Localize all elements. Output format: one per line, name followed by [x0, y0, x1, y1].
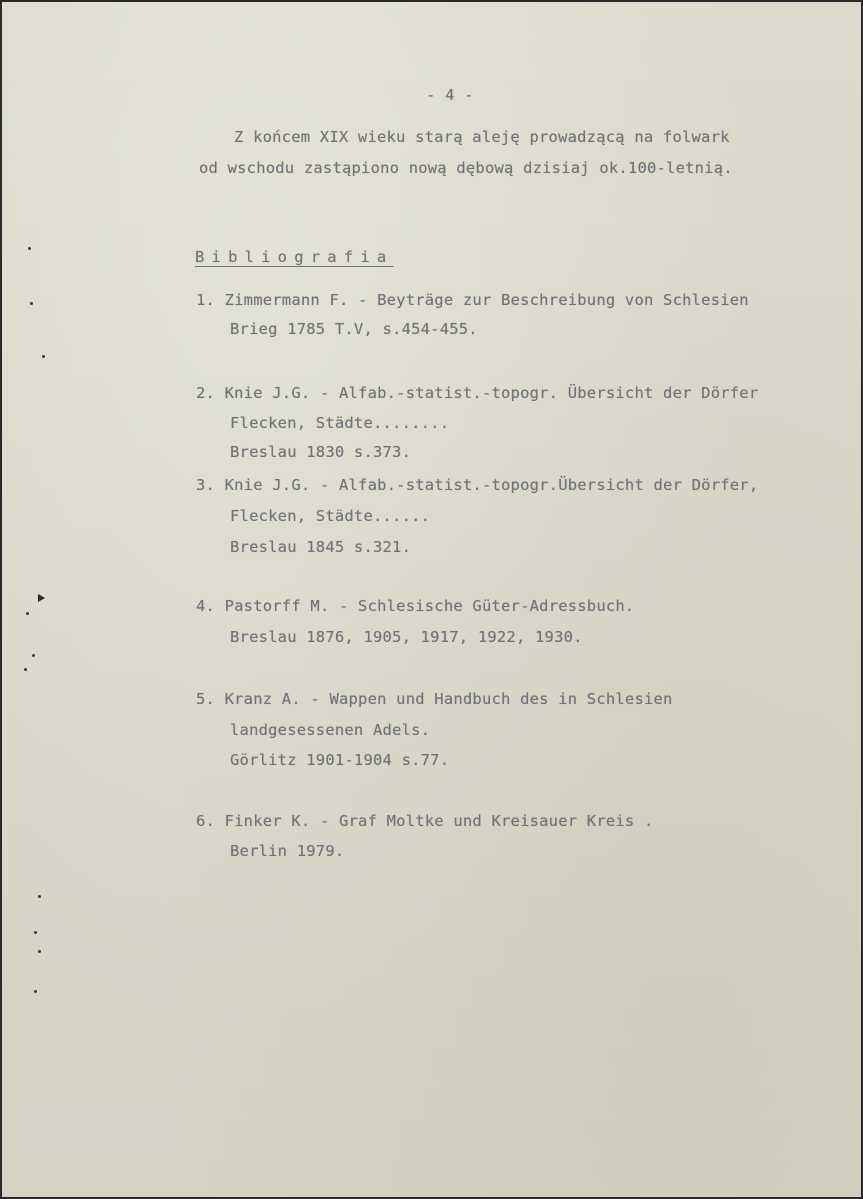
scan-speck — [34, 990, 37, 993]
entry-line: 3. Knie J.G. - Alfab.-statist.-topogr.Übersicht der Dörfer, — [196, 476, 759, 494]
intro-line-1: Z końcem XIX wieku starą aleję prowadzącą na folwark — [234, 128, 730, 146]
entry-line: Breslau 1830 s.373. — [230, 443, 412, 461]
scan-arrow-mark — [38, 594, 45, 602]
scan-speck — [32, 654, 35, 657]
scan-speck — [24, 668, 27, 671]
entry-line: Berlin 1979. — [230, 842, 345, 860]
scan-speck — [26, 612, 29, 615]
scan-speck — [28, 247, 31, 250]
entry-line: Görlitz 1901-1904 s.77. — [230, 751, 450, 769]
bibliography-heading: Bibliografia — [195, 248, 394, 266]
entry-line: 1. Zimmermann F. - Beyträge zur Beschreibung von Schlesien — [196, 291, 749, 309]
entry-line: Breslau 1845 s.321. — [230, 538, 412, 556]
intro-line-2: od wschodu zastąpiono nową dębową dzisiaj ok.100-letnią. — [199, 159, 733, 177]
scan-speck — [42, 355, 45, 358]
entry-line: Breslau 1876, 1905, 1917, 1922, 1930. — [230, 628, 583, 646]
scan-speck — [30, 302, 33, 305]
entry-line: 6. Finker K. - Graf Moltke und Kreisauer Kreis . — [196, 812, 654, 830]
entry-line: Flecken, Städte...... — [230, 507, 431, 525]
entry-line: 4. Pastorff M. - Schlesische Güter-Adressbuch. — [196, 597, 635, 615]
scan-speck — [38, 950, 41, 953]
entry-line: Brieg 1785 T.V, s.454-455. — [230, 320, 478, 338]
entry-line: 2. Knie J.G. - Alfab.-statist.-topogr. Übersicht der Dörfer — [196, 384, 759, 402]
entry-line: landgesessenen Adels. — [230, 721, 431, 739]
scan-speck — [34, 931, 37, 934]
page-number: - 4 - — [426, 86, 474, 104]
entry-line: Flecken, Städte........ — [230, 414, 450, 432]
scan-speck — [38, 895, 41, 898]
entry-line: 5. Kranz A. - Wappen und Handbuch des in Schlesien — [196, 690, 673, 708]
